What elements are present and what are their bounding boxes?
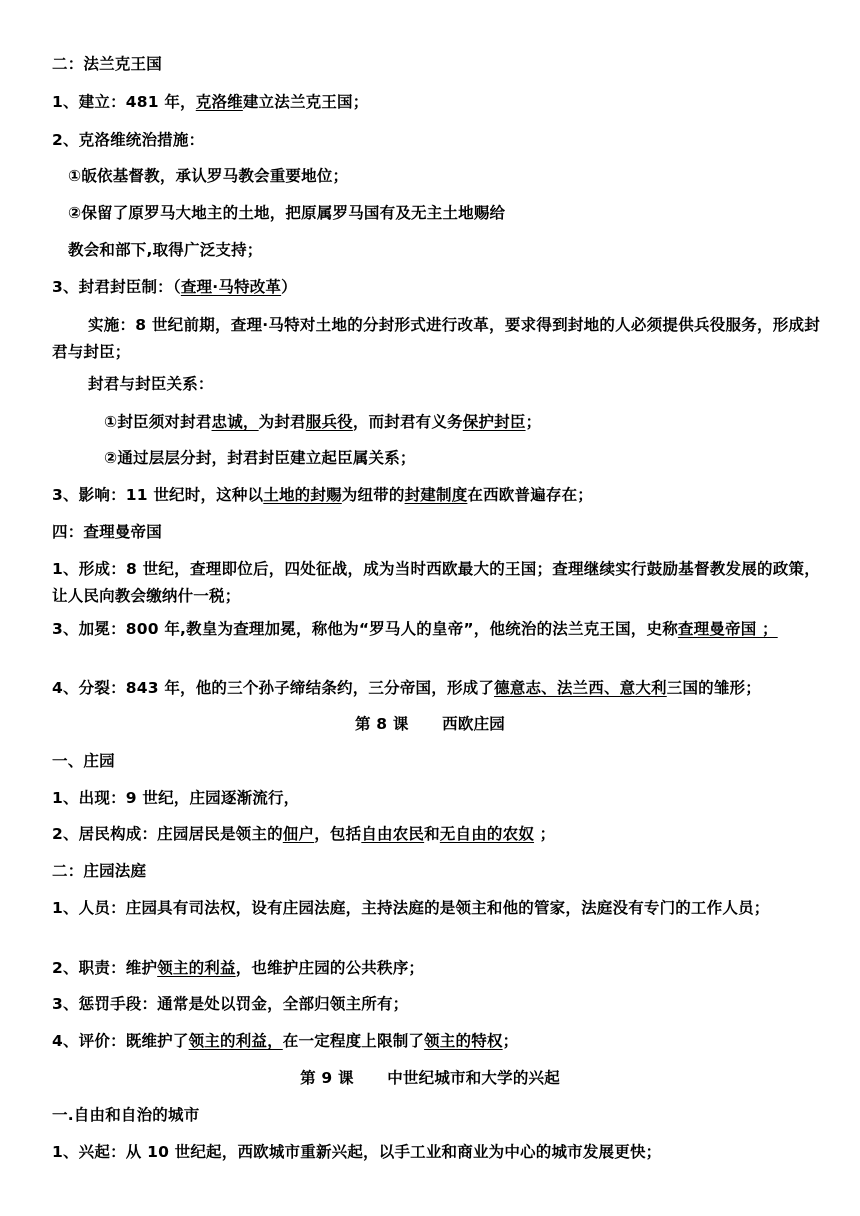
section-heading: 二：庄园法庭 <box>52 862 147 880</box>
underlined-term: 查理曼帝国 ； <box>677 620 778 638</box>
paragraph: 2、职责：维护领主的利益，也维护庄园的公共秩序； <box>52 959 425 977</box>
paragraph: 3、惩罚手段：通常是处以罚金，全部归领主所有； <box>52 995 409 1013</box>
paragraph: 2、居民构成：庄园居民是领主的佃户，包括自由农民和无自由的农奴 ； <box>52 825 556 843</box>
underlined-term: 领主的利益 <box>157 959 236 977</box>
paragraph: 4、评价：既维护了领主的利益，在一定程度上限制了领主的特权； <box>52 1032 519 1050</box>
sub-heading: 封君与封臣关系： <box>88 375 214 393</box>
paragraph: 1、人员：庄园具有司法权，设有庄园法庭，主持法庭的是领主和他的管家，法庭没有专门的工作人员； <box>52 899 770 917</box>
underlined-term: 德意志、法兰西、意大利 <box>494 679 667 697</box>
paragraph: 3、影响：11 世纪时，这种以土地的封赐为纽带的封建制度在西欧普遍存在； <box>52 486 594 504</box>
section-heading: 一.自由和自治的城市 <box>52 1106 200 1124</box>
paragraph: 3、封君封臣制：（查理·马特改革） <box>52 278 297 296</box>
paragraph: 2、克洛维统治措施： <box>52 131 205 149</box>
underlined-term: 自由农民 <box>361 825 425 843</box>
list-item: ①封臣须对封君忠诚，为封君服兵役，而封君有义务保护封臣； <box>104 413 542 431</box>
underlined-term: 无自由的农奴 <box>439 825 535 843</box>
lesson-title: 第 9 课 中世纪城市和大学的兴起 <box>300 1069 560 1087</box>
underlined-term: 领主的特权 <box>424 1032 503 1050</box>
paragraph: 1、建立：481 年，克洛维建立法兰克王国； <box>52 93 369 111</box>
paragraph: 1、出现：9 世纪，庄园逐渐流行， <box>52 789 300 807</box>
underlined-term: 土地的封赐 <box>263 486 342 504</box>
section-heading: 一、庄园 <box>52 752 115 770</box>
paragraph: 1、形成：8 世纪，查理即位后，四处征战，成为当时西欧最大的王国；查理继续实行鼓励基督教发展的政策，让人民向教会缴纳什一税； <box>52 560 820 605</box>
underlined-term: 查理·马特改革 <box>180 278 282 296</box>
lesson-title: 第 8 课 西欧庄园 <box>355 715 505 733</box>
section-heading: 四：查理曼帝国 <box>52 523 162 541</box>
list-item: ①皈依基督教，承认罗马教会重要地位； <box>68 167 349 185</box>
paragraph: 实施：8 世纪前期，查理·马特对土地的分封形式进行改革，要求得到封地的人必须提供兵役服务，形成封君与封臣； <box>52 316 820 361</box>
paragraph: 3、加冕：800 年,教皇为查理加冕，称他为“罗马人的皇帝”，他统治的法兰克王国，史称查理曼帝国 ； <box>52 620 778 638</box>
underlined-term: 领主的利益， <box>188 1032 283 1050</box>
underlined-term: 封建制度 <box>404 486 468 504</box>
list-item-continuation: 教会和部下,取得广泛支持； <box>68 241 263 259</box>
underlined-term: 保护封臣 <box>462 413 526 431</box>
paragraph: 1、兴起：从 10 世纪起，西欧城市重新兴起，以手工业和商业为中心的城市发展更快； <box>52 1143 662 1161</box>
underlined-term: 克洛维 <box>195 93 243 111</box>
list-item: ②保留了原罗马大地主的土地，把原属罗马国有及无主土地赐给 <box>68 204 506 222</box>
section-heading: 二：法兰克王国 <box>52 55 162 73</box>
underlined-term: 佃户 <box>282 825 315 843</box>
list-item: ②通过层层分封，封君封臣建立起臣属关系； <box>104 449 416 467</box>
underlined-term: 服兵役 <box>305 413 353 431</box>
paragraph: 4、分裂：843 年，他的三个孙子缔结条约，三分帝国，形成了德意志、法兰西、意大利三国的雏形； <box>52 679 761 697</box>
underlined-term: 忠诚， <box>211 413 259 431</box>
